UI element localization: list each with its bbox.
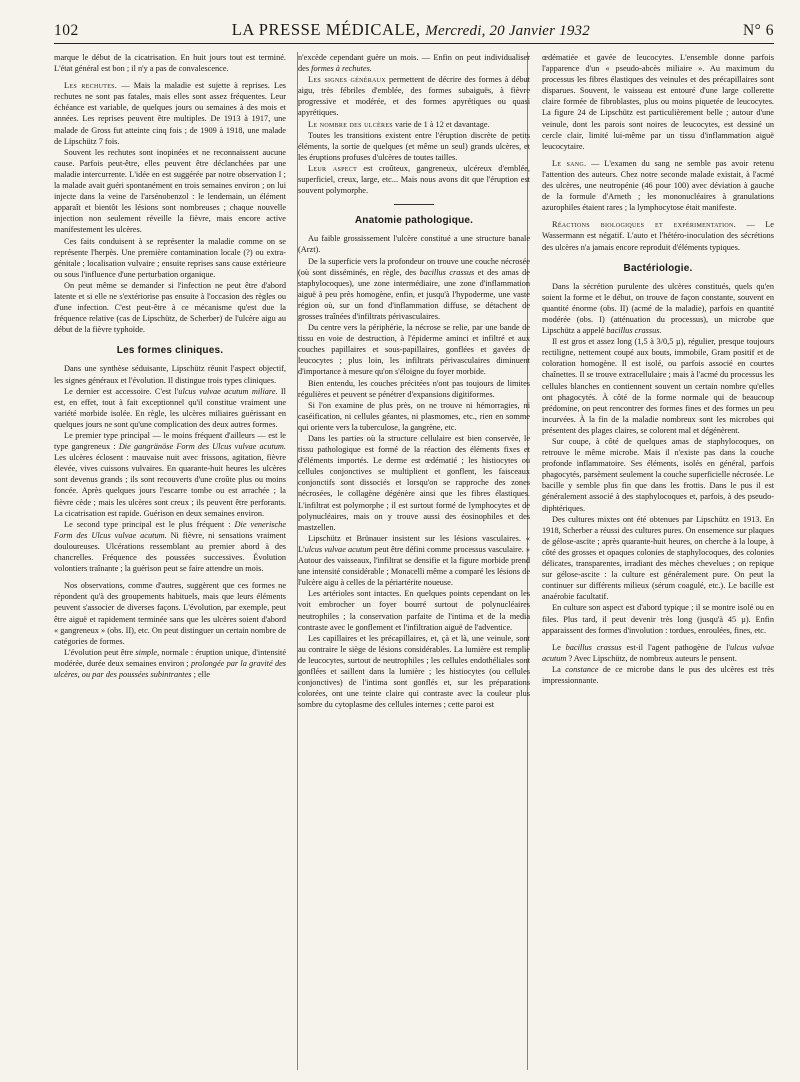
paragraph: Dans les parties où la structure cellulaire est bien conservée, le tissu pathologique est formé de la réaction des éléments fixes et d'éléments importés. Le derme est œdématié ; les histiocytes ou cellules conjonctives se multiplient et gonflent, les faisceaux conjonctifs sont dissociés et lorsqu'on se rapproche des zones nécrosées, le collagène dégénère ainsi que les fibres élastiques. L'infiltrat est polymorphe ; il est surtout formé de lymphocytes et de polynucléaires, mais on y trouve aussi des éosinophiles et des mastzellen.: [298, 434, 530, 532]
paragraph: Les signes généraux permettent de décrire des formes à début aigu, très fébriles d'emblée, des formes subaiguës, à fièvre progressive et modérée, et des formes apyrétiques ou quasi apyrétiques.: [298, 75, 530, 118]
paragraph: L'évolution peut être simple, normale : éruption unique, d'intensité modérée, durée deux semaines environ ; prolongée par la gravité des ulcères, ou par des poussées subintrantes ; elle: [54, 647, 286, 679]
article-columns: [54, 52, 774, 1070]
column-1: [54, 52, 286, 1070]
paragraph: œdématiée et gavée de leucocytes. L'ensemble donne parfois l'apparence d'un « pseudo-abcès miliaire ». Au maximum du processus les fibres élastiques des veinules et des précapillaires sont disparues. Souvent, le vaisseau est entouré d'une large collerette claire formée de fibroblastes, plus ou moins piquetée de leucocytes. La figure 24 de Lipschütz est particulièrement belle ; autour d'une veinule, dont les parois sont noires de leucocytes, est dessiné un cercle clair, limité lui-même par un tissu d'inflammation aiguë leucocytaire.: [542, 53, 774, 151]
section-divider: [394, 204, 434, 205]
paragraph: Du centre vers la périphérie, la nécrose se relie, par une bande de tissu en voie de destruction, à l'épiderme aminci et infiltré et aux couches papillaires et sous-papillaires, gonflées et gavées de leucocytes ; plus loin, les infiltrats périvasculaires diminuent d'importance à mesure qu'on s'éloigne du foyer morbide.: [298, 323, 530, 377]
section-heading: Les formes cliniques.: [116, 345, 224, 357]
paragraph: Le dernier est accessoire. C'est l'ulcus vulvae acutum miliare. Il est, en effet, tout à fait exceptionnel qu'il constitue vraiment une variété morbide isolée. En règle, les ulcères miliaires guérissant en quelques jours ne sont qu'une complication des deux autres formes.: [54, 386, 286, 429]
paragraph: n'excède cependant guère un mois. — Enfin on peut individualiser des formes à rechutes.: [298, 53, 530, 74]
journal-name: LA PRESSE MÉDICALE,: [231, 20, 421, 39]
paragraph: Le sang. — L'examen du sang ne semble pas avoir retenu l'attention des auteurs. Chez notre seconde malade existait, à l'acmé des ulcères, une neutropénie (46 pour 100) avec déviation à gauche de la formule d'Arneth ; les mononucléaires à granulations azurophiles étaient rares ; la lymphocytose était manifeste.: [542, 158, 774, 213]
paragraph: Sur coupe, à côté de quelques amas de staphylocoques, on retrouve le même microbe. Mais il n'existe pas dans la couche profonde inflammatoire. Ses éléments, isolés en général, parfois phagocytés, parsèment seulement la couche superficielle nécrosée. Le bacille y semble plus fin que dans les frottis. Dans le pus il est généralement associé à des staphylocoques et, parfois, à des pseudo-diphtériques.: [542, 437, 774, 513]
run-in-heading: Leur aspect: [308, 163, 358, 173]
paragraph: La constance de ce microbe dans le pus des ulcères est très impressionnante.: [542, 664, 774, 685]
paragraph: Dans la sécrétion purulente des ulcères constitués, quels qu'en soient la forme et le début, on trouve de façon constante, souvent en quantité énorme (obs. II) (acmé de la maladie), parfois en quantité modérée (obs. I) (atténuation du processus), un microbe que Lipschütz a appelé bacillus crassus.: [542, 281, 774, 336]
paragraph: Toutes les transitions existent entre l'éruption discrète de petits éléments, la sortie de quelques (et même un seul) grands ulcères, et les éruptions profuses d'ulcères de toutes tailles.: [298, 130, 530, 162]
paragraph: Le nombre des ulcères varie de 1 à 12 et davantage.: [308, 119, 490, 129]
micron-symbol: µ: [675, 337, 681, 347]
column-3: [542, 52, 774, 1070]
paragraph: marque le début de la cicatrisation. En huit jours tout est terminé. L'état général est bon ; il n'y a pas de convalescence.: [54, 53, 286, 74]
paragraph: Lipschütz et Brünauer insistent sur les lésions vasculaires. « L'ulcus vulvae acutum peut être défini comme processus vasculaire. » Autour des vaisseaux, l'infiltrat se densifie et la figure morbide prend une intensité considérable ; Monacelli même a comparé les lésions de l'ulcère aigu à celles de la périartérite noueuse.: [298, 533, 530, 588]
paragraph: Nos observations, comme d'autres, suggèrent que ces formes ne répondent qu'à des groupements habituels, mais que leurs éléments peuvent s'associer de diverses façons. L'évolution, par exemple, peut être aiguë et rapidement terminée sans que les ulcères soient d'abord « gangreneux » (obs. II), etc. On peut distinguer un certain nombre de catégories de formes.: [54, 581, 286, 646]
paragraph: Au faible grossissement l'ulcère constitué a une structure banale (Arzt).: [298, 234, 530, 255]
paragraph: Si l'on examine de plus près, on ne trouve ni hémorragies, ni caséification, ni cellules géantes, ni plasmomes, etc., rien en somme qui oriente vers la tuberculose, la gangrène, etc.: [298, 400, 530, 432]
paragraph: Des cultures mixtes ont été obtenues par Lipschütz en 1913. En 1918, Scherber a réussi des cultures pures. On ensemence sur plaques de gélose-ascite ; après quarante-huit heures, on cherche à la loupe, à côté des grosses et opaques colonies de staphylocoques, des colonies délicates, transparentes, irradiant des mèches chevelues ; on repique sur gélose-ascite : la culture est généralement pure. On peut la continuer sur différents milieux (sérum coagulé, etc.). Le bacille est anaérobie facultatif.: [542, 514, 774, 602]
paragraph: Les capillaires et les précapillaires, et, çà et là, une veinule, sont au contraire le siège de lésions considérables. La lumière est remplie de leucocytes, surtout de neutrophiles ; les cellules endothéliales sont gonflées et saillent dans la lumière ; les histiocytes (ou cellules conjonctives) de l'intima sont gonflés et, sur les préparations colorées, ont une teinte claire qui contraste avec la couleur plus sombre du cytoplasme des cellules internes ; cette paroi est: [298, 633, 530, 710]
paragraph: Souvent les rechutes sont inopinées et ne reconnaissent aucune cause. Parfois peut-être, elles peuvent être déclanchées par une maladie intercurrente. L'idée en est suggérée par notre observation I ; la malade avait guéri spontanément en trois semaines environ ; on lui injecte dans la veine de l'arsénobenzol : le lendemain, un élément apparaît et bientôt les lésions sont nombreuses ; chaque nouvelle injection non seulement réveille la fièvre, mais encore active manifestement les ulcères.: [54, 147, 286, 235]
paragraph: Les artérioles sont intactes. En quelques points cependant on les voit embrocher un foyer bourré surtout de polynucléaires neutrophiles ; la conservation parfaite de l'intima et de la media contraste avec le gonflement et l'infiltration aiguë de l'adventice.: [298, 589, 530, 632]
paragraph: Il est gros et assez long (1,5 à 3/0,5 µ), régulier, presque toujours rectiligne, nettement coupé aux bouts, immobile, Gram positif et de coloration homogène. Il est isolé, ou parfois associé en courtes chaînettes. Il se trouve extracellulaire ; mais à l'acmé du processus les cellules blanches en contiennent souvent un certain nombre qu'elles ont phagocytés. À côté de la forme normale qui de beaucoup prédomine, on peut rencontrer des formes fines et des formes un peu incurvées. À la fin de la maladie nombreux sont les microbes qui présentent des plages claires, se colorent mal et dégénèrent.: [542, 337, 774, 435]
micron-symbol: µ: [741, 614, 746, 624]
paragraph: De la superficie vers la profondeur on trouve une couche nécrosée (où sont disséminés, en règle, des bacillus crassus et des amas de staphylocoques), une zone intermédiaire, une zone d'inflammation aiguë à peu près homogène, enfin, et jusqu'à l'hypoderme, une vaste région où, sur un fond d'inflammation diffuse, se détachent de grosses traînées d'infiltrats périvasculaires.: [298, 256, 530, 321]
paragraph: Le premier type principal — le moins fréquent d'ailleurs — est le type gangreneux : Die gangränöse Form des Ulcus vulvae acutum. Les ulcères éclosent : mauvaise nuit avec frissons, agitation, fièvre élevée, vives cuissons vulvaires. En quarante-huit heures les ulcères sont devenus grands ; ils sont recouverts d'une croûte plus ou moins foncée. Après quelques jours l'escarre tombe ou est arrachée ; la fièvre cède ; mais les ulcères sont creux ; ils peuvent être perforants. La cicatrisation est rapide. Guérison en deux semaines environ.: [54, 431, 286, 518]
paragraph: En culture son aspect est d'abord typique ; il se montre isolé ou en files. Plus tard, il peut devenir très long (jusqu'à 45 µ). Enfin apparaissent des formes d'involution : tordues, enroulées, fines, etc.: [542, 603, 774, 635]
paragraph: Dans une synthèse séduisante, Lipschütz réunit l'aspect objectif, les signes généraux et l'évolution. Il distingue trois types cliniques.: [54, 364, 286, 385]
page-number: 102: [54, 22, 79, 39]
run-in-heading: Les rechutes.: [64, 81, 118, 91]
paragraph: Les rechutes. — Mais la maladie est sujette à reprises. Les rechutes ne sont pas fatales, mais elles sont assez fréquentes. Leur échéance est variable, de quelques jours ou semaines à des mois et années. Les reprises peuvent être multiples. De 1913 à 1917, une malade de Gross fut atteinte cinq fois ; de 1909 à 1918, une malade de Lipschütz 7 fois.: [54, 81, 286, 146]
section-heading: Anatomie pathologique.: [354, 215, 474, 227]
issue-date: Mercredi, 20 Janvier 1932: [425, 23, 590, 39]
paragraph: On peut même se demander si l'infection ne peut être d'abord latente et si elle ne s'extériorise pas ensuite à l'occasion des règles ou d'une infection. C'est peut-être à ce mécanisme qu'est due la fréquence relative (cas de Lipschütz, de Scherber) de l'ulcère aigu au début de la fièvre typhoïde.: [54, 280, 286, 335]
run-in-heading: Le sang.: [552, 158, 587, 168]
run-in-heading: Le nombre des ulcères: [308, 119, 393, 129]
section-heading: Bactériologie.: [623, 262, 693, 274]
paragraph: Le bacillus crassus est-il l'agent pathogène de l'ulcus vulvae acutum ? Avec Lipschütz, de nombreux auteurs le pensent.: [542, 642, 774, 663]
page-header: [54, 10, 774, 44]
running-title: [232, 20, 590, 40]
issue-number: N° 6: [742, 22, 774, 39]
paragraph: Ces faits conduisent à se représenter la maladie comme on se représente l'herpès. Une première contamination locale (?) ou extra-génitale ; localisation vulvaire ; ensuite reprises sans cause extérieure ou sous l'influence d'une perturbation organique.: [54, 236, 286, 279]
paragraph: Bien entendu, les couches précitées n'ont pas toujours de limites régulières et peuvent se pénétrer d'expansions digitiformes.: [298, 378, 530, 399]
column-2: [298, 52, 530, 1070]
paragraph: Le second type principal est le plus fréquent : Die venerische Form des Ulcus vulvae acutum. Ni fièvre, ni sensations vraiment douloureuses. Ulcérations ressemblant au premier abord à des chancrelles. Fréquence des poussées successives. Évolution volontiers traînante ; la guérison peut se faire attendre un mois.: [54, 519, 286, 574]
paragraph: Réactions biologiques et expérimentation. — Le Wassermann est négatif. L'auto et l'hétéro-inoculation des sécrétions des ulcères n'a jamais encore reproduit d'éléments typiques.: [542, 220, 774, 252]
run-in-heading: Réactions biologiques et expérimentation.: [552, 220, 737, 230]
run-in-heading: Les signes généraux: [308, 75, 386, 85]
paragraph: Leur aspect est croûteux, gangreneux, ulcéreux d'emblée, superficiel, creux, large, etc... Mais nous avons dit que l'éruption est souvent polymorphe.: [298, 163, 530, 196]
